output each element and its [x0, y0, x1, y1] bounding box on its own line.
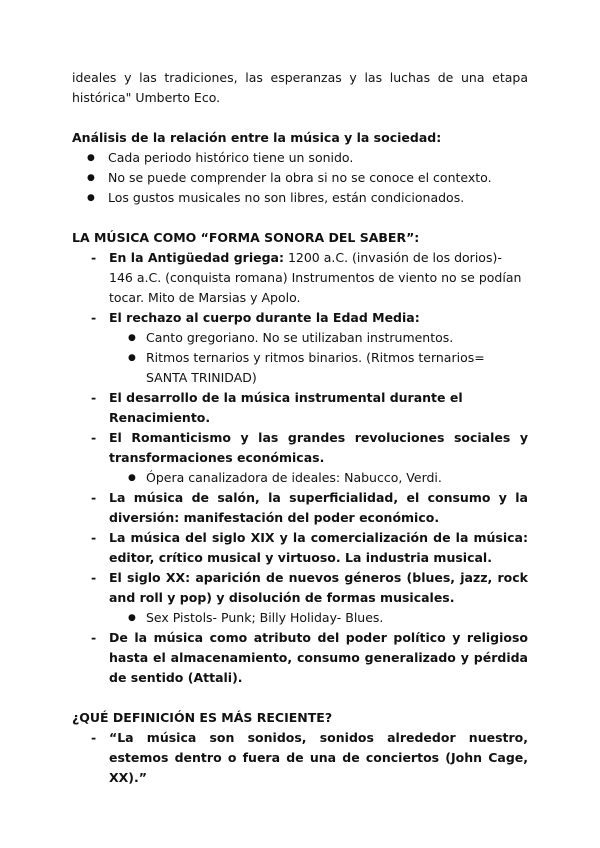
forma-item-medieval: - El rechazo al cuerpo durante la Edad Media: [72, 308, 528, 328]
medieval-sub-item: ● Ritmos ternarios y ritmos binarios. (Ritmos ternarios= SANTA TRINIDAD) [72, 348, 528, 388]
analysis-item: ● Cada periodo histórico tiene un sonido. [72, 148, 528, 168]
forma-item-attali: - De la música como atributo del poder político y religioso hasta el almacenamiento, consumo generalizado y pérdida de sentido (Attali). [72, 628, 528, 688]
cage-quote: - “La música son sonidos, sonidos alrededor nuestro, estemos dentro o fuera de una de conciertos (John Cage, XX).” [72, 728, 528, 788]
forma-item-text: 1200 a.C. (invasión de los dorios)- 146 a.C. (conquista romana) Instrumentos de viento no se podían tocar. Mito de Marsias y Apolo. [109, 250, 522, 305]
recent-list [72, 728, 528, 788]
medieval-sub-item: ● Canto gregoriano. No se utilizaban instrumentos. [72, 328, 528, 348]
forma-item-greek [72, 248, 528, 308]
romantic-sub-item: ● Ópera canalizadora de ideales: Nabucco, Verdi. [72, 468, 528, 488]
analysis-item: ● Los gustos musicales no son libres, están condicionados. [72, 188, 528, 208]
forma-item-salon: - La música de salón, la superficialidad, el consumo y la diversión: manifestación del poder económico. [72, 488, 528, 528]
xx-sub-item: ● Sex Pistols- Punk; Billy Holiday- Blues. [72, 608, 528, 628]
forma-item-xx: - El siglo XX: aparición de nuevos géneros (blues, jazz, rock and roll y pop) y disolución de formas musicales. [72, 568, 528, 608]
forma-item-xix: - La música del siglo XIX y la comercialización de la música: editor, crítico musical y virtuoso. La industria musical. [72, 528, 528, 568]
forma-heading: LA MÚSICA COMO “FORMA SONORA DEL SABER”: [72, 230, 420, 245]
intro-paragraph: ideales y las tradiciones, las esperanzas y las luchas de una etapa histórica" Umberto Eco. [72, 70, 528, 105]
forma-item-romanticism: - El Romanticismo y las grandes revoluciones sociales y transformaciones económicas. [72, 428, 528, 468]
forma-list [72, 248, 528, 688]
forma-item-bold: En la Antigüedad griega: [109, 250, 284, 265]
analysis-list [72, 148, 528, 208]
recent-heading: ¿QUÉ DEFINICIÓN ES MÁS RECIENTE? [72, 710, 333, 725]
page-content [72, 68, 528, 788]
analysis-item: ● No se puede comprender la obra si no se conoce el contexto. [72, 168, 528, 188]
analysis-heading: Análisis de la relación entre la música y la sociedad: [72, 130, 442, 145]
forma-item-renaissance: - El desarrollo de la música instrumental durante el Renacimiento. [72, 388, 528, 428]
